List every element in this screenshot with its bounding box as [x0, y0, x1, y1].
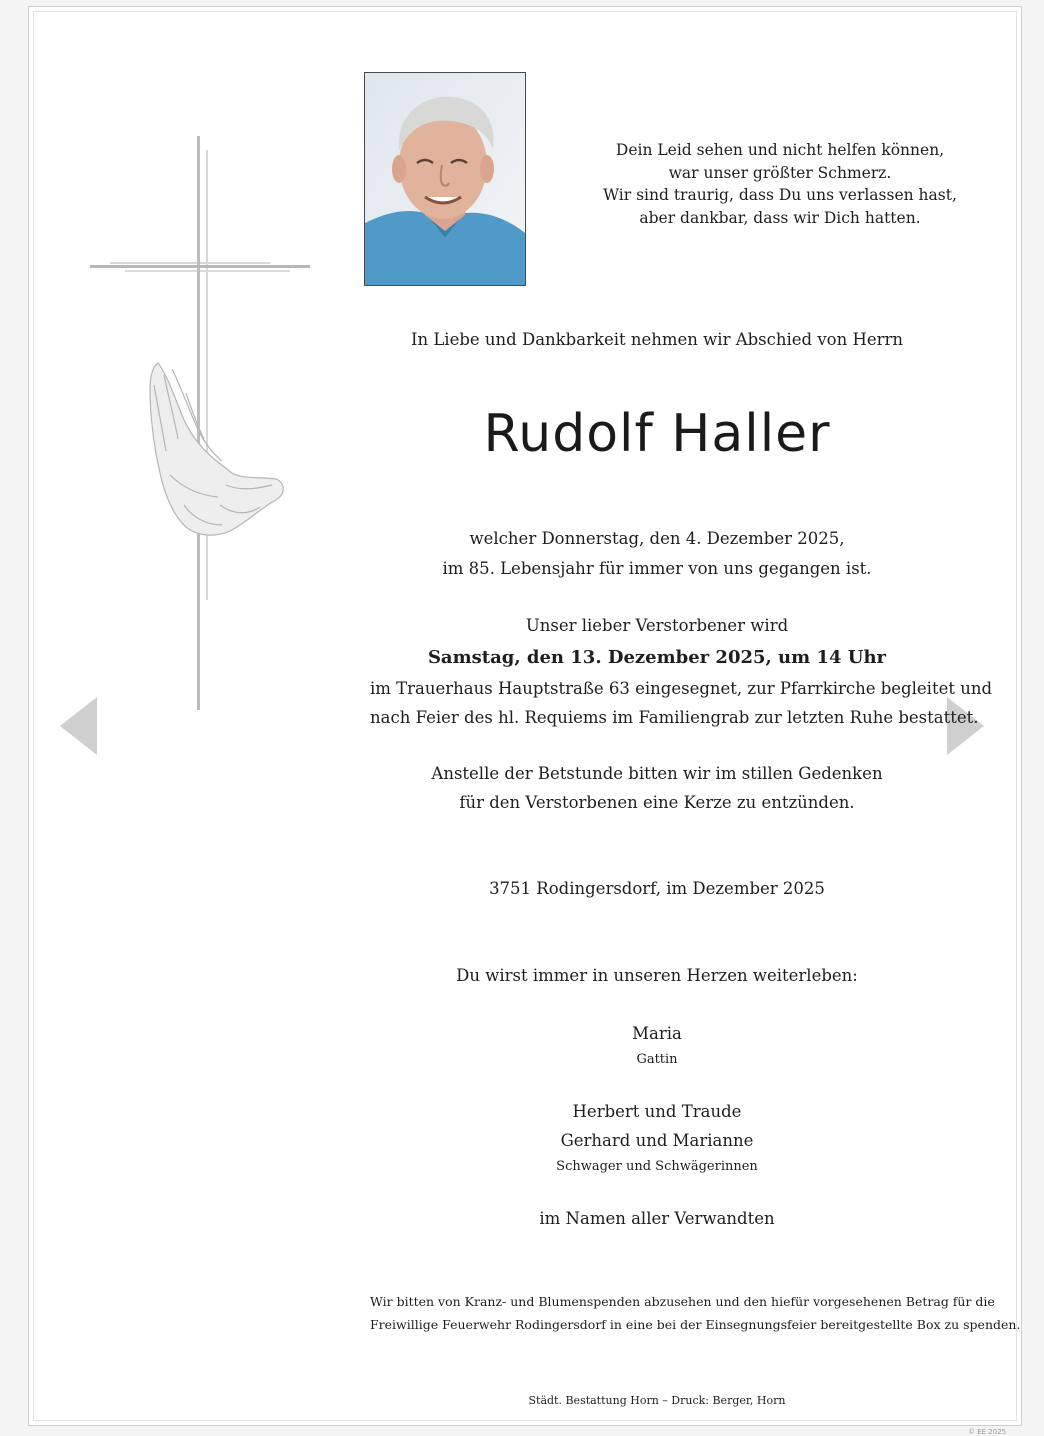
poem-line-4: aber dankbar, dass wir Dich hatten. — [639, 208, 921, 227]
poem-line-2: war unser größter Schmerz. — [668, 163, 892, 182]
mourner-sibling-pair-2: Gerhard und Marianne — [560, 1131, 754, 1150]
praying-hands-icon — [140, 355, 290, 545]
deceased-portrait — [364, 72, 526, 286]
death-line-2: im 85. Lebensjahr für immer von uns gegangen ist. — [442, 559, 872, 578]
cross-horizontal-beam — [90, 265, 310, 268]
funeral-line-2: nach Feier des hl. Requiems im Familiengrab zur letzten Ruhe bestattet. — [370, 708, 979, 727]
donation-line-1: Wir bitten von Kranz- und Blumenspenden abzusehen und den hiefür vorgesehenen Betrag für die — [370, 1294, 995, 1309]
mourner-siblings-relation: Schwager und Schwägerinnen — [556, 1159, 758, 1174]
portrait-image — [365, 73, 525, 285]
place-date: 3751 Rodingersdorf, im Dezember 2025 — [489, 879, 825, 898]
mourner-relatives: im Namen aller Verwandten — [539, 1209, 775, 1228]
donation-line-2: Freiwillige Feuerwehr Rodingersdorf in eine bei der Einsegnungsfeier bereitgestellte Box zu spenden. — [370, 1317, 1021, 1332]
farewell-intro: In Liebe und Dankbarkeit nehmen wir Abschied von Herrn — [410, 330, 904, 349]
mourners-intro: Du wirst immer in unseren Herzen weiterleben: — [456, 966, 858, 985]
poem-line-1: Dein Leid sehen und nicht helfen können, — [615, 141, 945, 159]
mourner-wife-relation: Gattin — [636, 1052, 678, 1067]
poem-line-3: Wir sind traurig, dass Du uns verlassen hast, — [603, 186, 957, 204]
funeral-date-time: Samstag, den 13. Dezember 2025, um 14 Uhr — [427, 647, 887, 668]
vigil-line-1: Anstelle der Betstunde bitten wir im stillen Gedenken — [431, 764, 883, 783]
funeral-intro: Unser lieber Verstorbener wird — [525, 616, 789, 635]
mourner-sibling-pair-1: Herbert und Traude — [572, 1102, 742, 1121]
death-line-1: welcher Donnerstag, den 4. Dezember 2025, — [469, 529, 845, 548]
deceased-name: Rudolf Haller — [483, 404, 831, 464]
vigil-line-2: für den Verstorbenen eine Kerze zu entzünden. — [459, 793, 855, 812]
prev-arrow-icon[interactable] — [60, 697, 97, 755]
copyright: © EE 2025 — [968, 1428, 1007, 1436]
funeral-line-1: im Trauerhaus Hauptstraße 63 eingesegnet, zur Pfarrkirche begleitet und — [370, 679, 993, 698]
cross-shadow-horizontal-2 — [125, 270, 290, 272]
poem — [600, 139, 960, 229]
imprint: Städt. Bestattung Horn – Druck: Berger, Horn — [528, 1394, 786, 1407]
cross-shadow-horizontal — [110, 262, 270, 264]
mourner-wife-name: Maria — [632, 1024, 682, 1043]
